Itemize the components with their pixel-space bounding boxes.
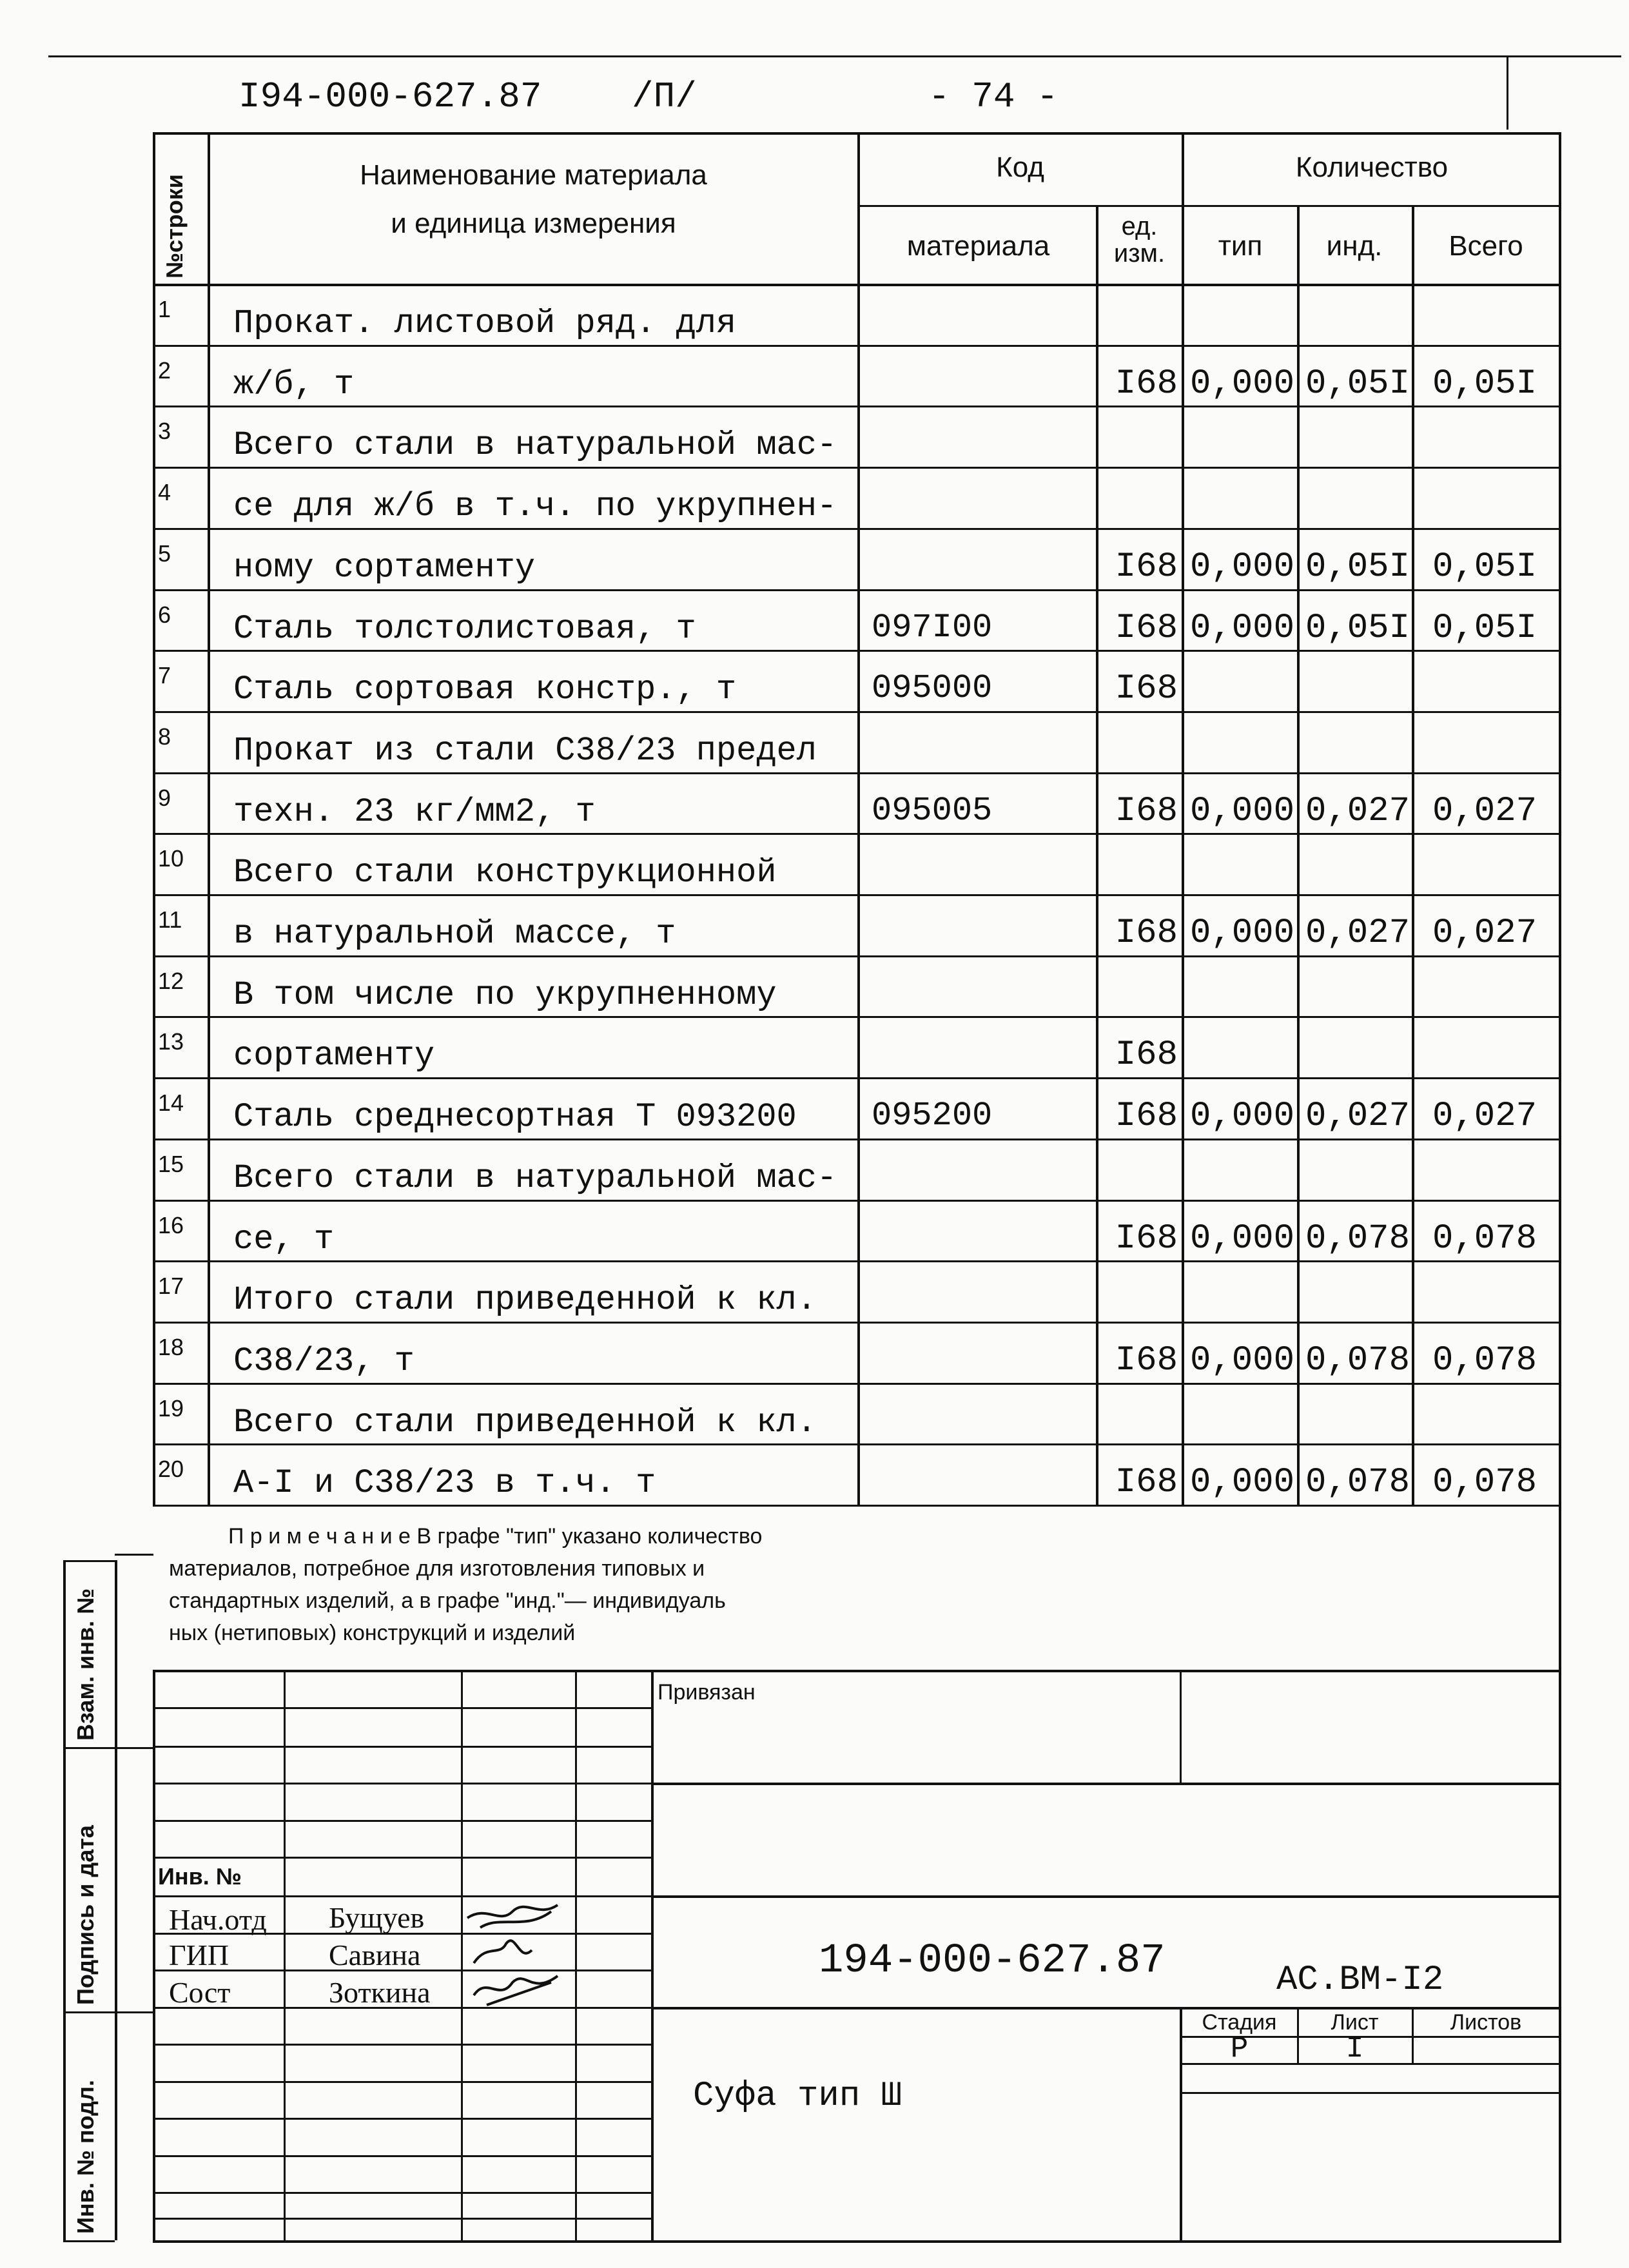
page-number: - 74 - bbox=[928, 76, 1058, 117]
col-qty-header: Количество bbox=[1295, 152, 1449, 183]
row-divider bbox=[153, 1200, 1561, 1202]
note bbox=[169, 1520, 762, 1649]
name-zotkina: Зоткина bbox=[329, 1976, 431, 2009]
sheet-value: I bbox=[1345, 2032, 1364, 2066]
row-number: 3 bbox=[158, 418, 171, 445]
row-number: 19 bbox=[158, 1394, 184, 1422]
role-gip: ГИП bbox=[169, 1939, 229, 1971]
row-number: 16 bbox=[158, 1211, 184, 1238]
material-name: Всего стали приведенной к кл. bbox=[233, 1403, 817, 1442]
privyazan-label: Привязан bbox=[658, 1680, 756, 1705]
qty-ind: 0,027 bbox=[1305, 791, 1410, 831]
qty-total: 0,027 bbox=[1432, 791, 1537, 831]
row-number: 14 bbox=[158, 1090, 184, 1117]
material-name: Всего стали в натуральной мас- bbox=[233, 1158, 837, 1197]
row-number: 10 bbox=[158, 845, 184, 872]
qty-ind: 0,078 bbox=[1305, 1340, 1410, 1380]
material-code: 095200 bbox=[872, 1097, 993, 1135]
row-number: 15 bbox=[158, 1150, 184, 1177]
role-nach-otd: Нач.отд bbox=[169, 1903, 267, 1936]
col-qty-total-header: Всего bbox=[1449, 230, 1523, 262]
qty-ind: 0,027 bbox=[1305, 914, 1410, 953]
qty-type: 0,000 bbox=[1189, 547, 1294, 587]
name-savina: Савина bbox=[329, 1939, 421, 1971]
qty-type: 0,000 bbox=[1189, 791, 1294, 831]
row-divider bbox=[153, 650, 1561, 652]
unit-code: I68 bbox=[1115, 547, 1178, 587]
unit-code: I68 bbox=[1115, 608, 1178, 648]
material-name: техн. 23 кг/мм2, т bbox=[233, 792, 596, 831]
material-name: Итого стали приведенной к кл. bbox=[233, 1281, 817, 1320]
unit-code: I68 bbox=[1115, 1340, 1178, 1380]
material-name: Всего стали конструкционной bbox=[233, 854, 777, 892]
material-name: ж/б, т bbox=[233, 365, 355, 404]
row-divider bbox=[153, 711, 1561, 713]
material-name: Сталь среднесортная Т 093200 bbox=[233, 1098, 797, 1137]
name-bushchuev: Бущуев bbox=[329, 1901, 425, 1934]
material-name: ному сортаменту bbox=[233, 548, 536, 587]
qty-ind: 0,078 bbox=[1305, 1218, 1410, 1258]
material-name: се, т bbox=[233, 1220, 335, 1258]
qty-total: 0,078 bbox=[1432, 1463, 1537, 1503]
qty-ind: 0,05I bbox=[1305, 608, 1410, 648]
material-name: С38/23, т bbox=[233, 1342, 415, 1380]
unit-code: I68 bbox=[1115, 1218, 1178, 1258]
header-tag: /П/ bbox=[632, 76, 697, 117]
row-number: 6 bbox=[158, 601, 171, 628]
row-number: 8 bbox=[158, 723, 171, 750]
material-name: Сталь сортовая констр., т bbox=[233, 670, 737, 709]
stage-label: Стадия bbox=[1202, 2010, 1277, 2035]
unit-code: I68 bbox=[1115, 1097, 1178, 1137]
col-name-header-1: Наименование материала bbox=[360, 159, 707, 191]
material-name: В том числе по укрупненному bbox=[233, 975, 777, 1014]
row-divider bbox=[153, 833, 1561, 835]
material-code: 095005 bbox=[872, 791, 993, 830]
row-divider bbox=[153, 1443, 1561, 1445]
unit-code: I68 bbox=[1115, 791, 1178, 831]
row-divider bbox=[153, 955, 1561, 957]
qty-type: 0,000 bbox=[1189, 1463, 1294, 1503]
col-rownum-header: №строки bbox=[161, 174, 188, 279]
qty-ind: 0,078 bbox=[1305, 1463, 1410, 1503]
inv-no-label: Инв. № bbox=[158, 1863, 242, 1890]
material-code: 097I00 bbox=[872, 608, 993, 647]
side-label-podpis: Подпись и дата bbox=[72, 1825, 99, 2005]
row-divider bbox=[153, 894, 1561, 896]
col-code-header: Код bbox=[996, 152, 1044, 183]
col-name-header-2: и единица измерения bbox=[391, 208, 676, 239]
material-name: Прокат. листовой ряд. для bbox=[233, 304, 737, 342]
row-divider bbox=[153, 589, 1561, 591]
note-line-3: стандартных изделий, а в графе "инд."— индивидуаль bbox=[169, 1589, 726, 1613]
row-number: 1 bbox=[158, 296, 171, 322]
qty-type: 0,000 bbox=[1189, 1218, 1294, 1258]
row-number: 20 bbox=[158, 1456, 184, 1483]
note-line-4: ных (нетиповых) конструкций и изделий bbox=[169, 1621, 576, 1645]
signature-scribbles bbox=[461, 1892, 590, 2021]
qty-ind: 0,027 bbox=[1305, 1097, 1410, 1137]
header-doc-code: I94-000-627.87 bbox=[239, 76, 542, 117]
unit-code: I68 bbox=[1115, 669, 1178, 709]
col-code-material-header: материала bbox=[906, 230, 1050, 262]
sheet-code: АС.ВМ-I2 bbox=[1276, 1960, 1444, 2000]
material-code: 095000 bbox=[872, 669, 993, 708]
qty-ind: 0,05I bbox=[1305, 547, 1410, 587]
row-number: 11 bbox=[158, 906, 182, 933]
material-name: Всего стали в натуральной мас- bbox=[233, 426, 837, 465]
qty-type: 0,000 bbox=[1189, 1097, 1294, 1137]
qty-total: 0,05I bbox=[1432, 364, 1537, 404]
qty-type: 0,000 bbox=[1189, 1340, 1294, 1380]
qty-type: 0,000 bbox=[1189, 364, 1294, 404]
side-label-inv-podl: Инв. № подл. bbox=[72, 2080, 99, 2234]
note-line-1: П р и м е ч а н и е В графе "тип" указано количество bbox=[228, 1524, 763, 1549]
row-number: 13 bbox=[158, 1028, 184, 1055]
row-number: 2 bbox=[158, 357, 171, 384]
sheets-label: Листов bbox=[1450, 2010, 1522, 2035]
qty-type: 0,000 bbox=[1189, 608, 1294, 648]
material-name: сортаменту bbox=[233, 1037, 435, 1075]
document-title: Суфа тип Ш bbox=[693, 2077, 902, 2116]
unit-code: I68 bbox=[1115, 364, 1178, 404]
row-divider bbox=[153, 467, 1561, 469]
row-divider bbox=[153, 1505, 1561, 1507]
stage-value: Р bbox=[1230, 2032, 1249, 2066]
row-divider bbox=[153, 1383, 1561, 1385]
unit-code: I68 bbox=[1115, 1035, 1178, 1075]
title-doc-code: 194-000-627.87 bbox=[819, 1938, 1166, 1984]
qty-total: 0,05I bbox=[1432, 608, 1537, 648]
qty-total: 0,027 bbox=[1432, 914, 1537, 953]
row-number: 12 bbox=[158, 967, 184, 994]
row-number: 18 bbox=[158, 1333, 184, 1360]
row-number: 17 bbox=[158, 1273, 184, 1300]
row-number: 4 bbox=[158, 479, 171, 506]
row-divider bbox=[153, 1260, 1561, 1262]
material-name: Сталь толстолистовая, т bbox=[233, 609, 696, 648]
unit-code: I68 bbox=[1115, 1463, 1178, 1503]
row-divider bbox=[153, 1077, 1561, 1079]
side-label-vzam: Взам. инв. № bbox=[72, 1588, 99, 1741]
row-divider bbox=[153, 528, 1561, 530]
qty-total: 0,027 bbox=[1432, 1097, 1537, 1137]
note-line-2: материалов, потребное для изготовления типовых и bbox=[169, 1556, 705, 1581]
row-divider bbox=[153, 1016, 1561, 1018]
sheet-label: Лист bbox=[1331, 2010, 1379, 2035]
row-number: 7 bbox=[158, 662, 171, 689]
role-sost: Сост bbox=[169, 1976, 231, 2009]
material-name: в натуральной массе, т bbox=[233, 915, 676, 953]
qty-total: 0,078 bbox=[1432, 1340, 1537, 1380]
row-divider bbox=[153, 1139, 1561, 1140]
row-divider bbox=[153, 1322, 1561, 1324]
qty-total: 0,078 bbox=[1432, 1218, 1537, 1258]
material-name: се для ж/б в т.ч. по укрупнен- bbox=[233, 487, 837, 526]
qty-type: 0,000 bbox=[1189, 914, 1294, 953]
row-divider bbox=[153, 406, 1561, 407]
qty-total: 0,05I bbox=[1432, 547, 1537, 587]
material-name: Прокат из стали С38/23 предел bbox=[233, 731, 817, 770]
col-code-unit-header: ед. изм. bbox=[1113, 212, 1166, 268]
qty-ind: 0,05I bbox=[1305, 364, 1410, 404]
material-name: А-I и С38/23 в т.ч. т bbox=[233, 1464, 656, 1503]
col-qty-type-header: тип bbox=[1218, 230, 1263, 262]
row-divider bbox=[153, 772, 1561, 774]
row-number: 5 bbox=[158, 540, 171, 567]
row-number: 9 bbox=[158, 784, 171, 811]
unit-code: I68 bbox=[1115, 914, 1178, 953]
row-divider bbox=[153, 345, 1561, 347]
col-qty-ind-header: инд. bbox=[1326, 230, 1383, 262]
